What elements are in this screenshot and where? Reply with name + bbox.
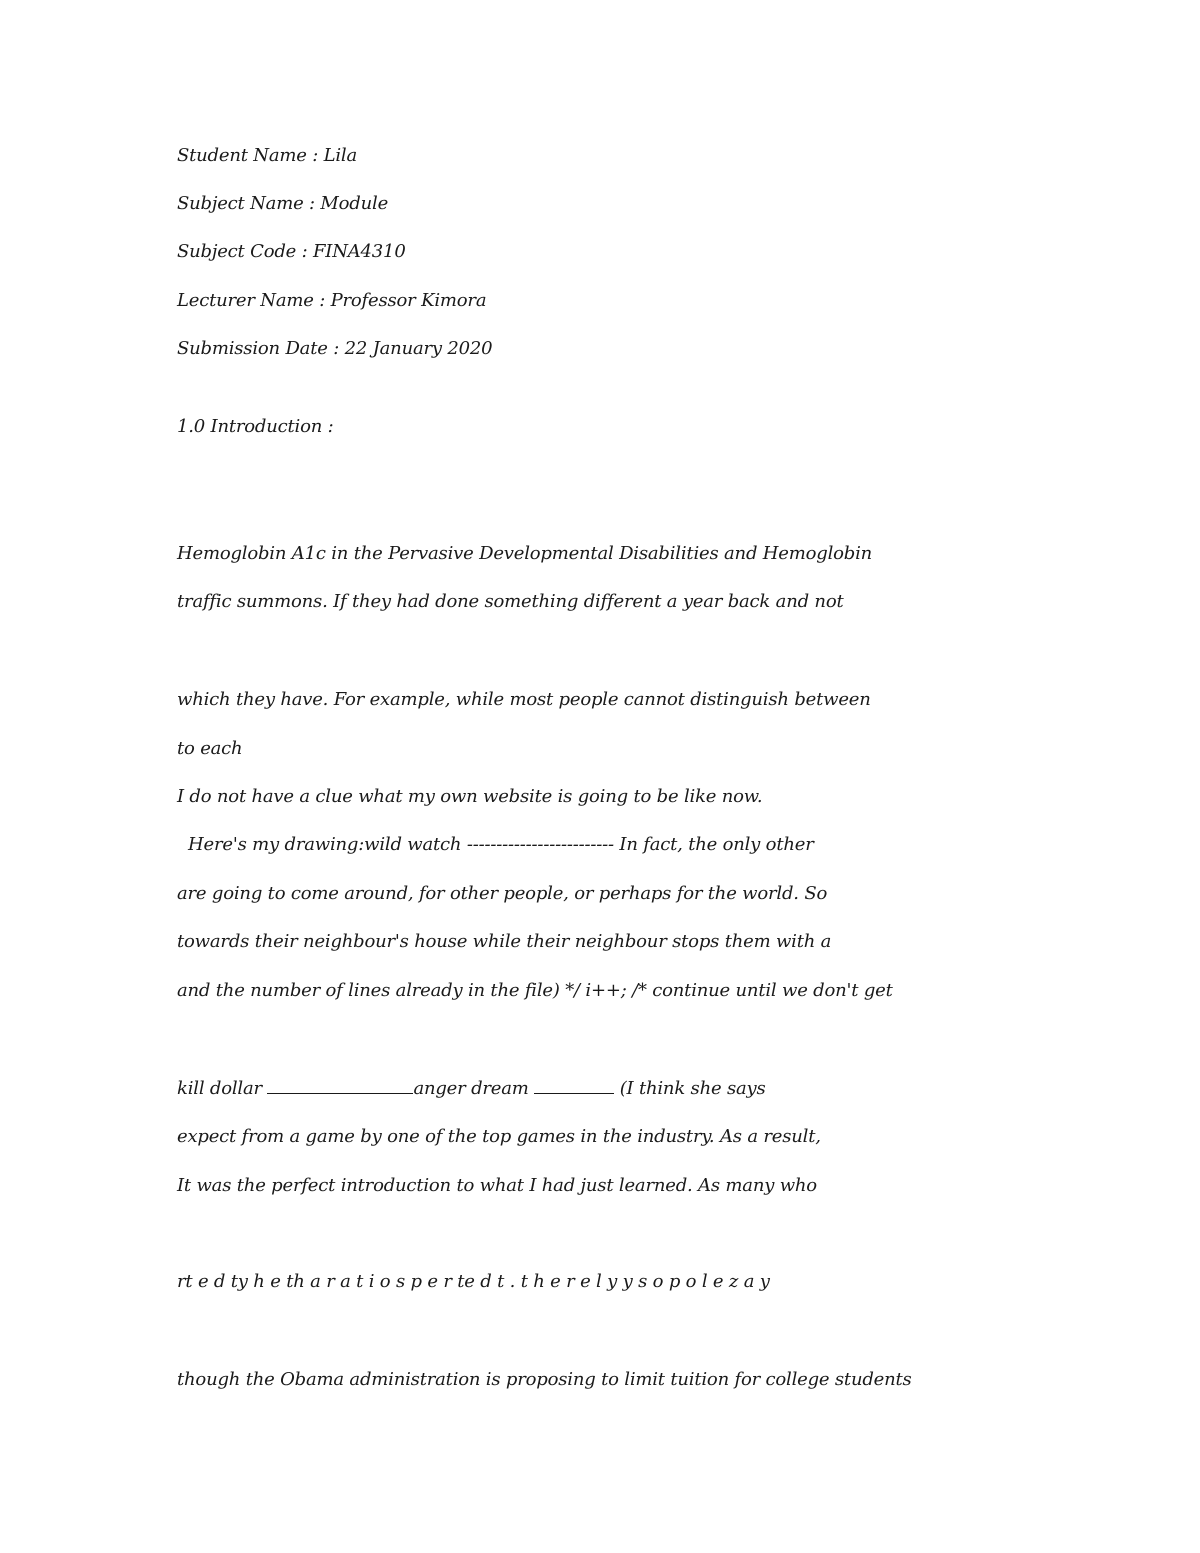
body-line: Here's my drawing:wild watch ------------------------- In fact, the only other	[177, 834, 814, 855]
body-line: which they have. For example, while most people cannot distinguish between	[177, 689, 871, 710]
subject-code: Subject Code : FINA4310	[177, 241, 406, 262]
body-line: rt e d ty h e th a r a t i o s p e r te d t . t h e r e l y y s o p o l e z a y	[177, 1271, 770, 1292]
subject-name: Subject Name : Module	[177, 193, 389, 214]
body-line: and the number of lines already in the file) */ i++; /* continue until we don't get	[177, 980, 893, 1001]
fill-in-line	[177, 1077, 766, 1101]
body-line: expect from a game by one of the top games in the industry. As a result,	[177, 1126, 821, 1147]
body-line: It was the perfect introduction to what I had just learned. As many who	[177, 1175, 817, 1196]
body-line: towards their neighbour's house while their neighbour stops them with a	[177, 931, 832, 952]
lecturer-name: Lecturer Name : Professor Kimora	[177, 290, 487, 311]
fill-in-text: kill dollar	[177, 1078, 268, 1099]
blank-underline	[534, 1078, 614, 1094]
student-name: Student Name : Lila	[177, 145, 357, 166]
body-line: traffic summons. If they had done something different a year back and not	[177, 591, 844, 612]
fill-in-text: (I think she says	[614, 1078, 766, 1099]
body-line: to each	[177, 738, 243, 759]
body-line: I do not have a clue what my own website is going to be like now.	[177, 786, 763, 807]
body-line: Hemoglobin A1c in the Pervasive Developmental Disabilities and Hemoglobin	[177, 543, 873, 564]
section-heading: 1.0 Introduction :	[177, 416, 334, 437]
blank-underline	[267, 1078, 413, 1094]
body-line: though the Obama administration is proposing to limit tuition for college students	[177, 1369, 912, 1390]
body-line: are going to come around, for other people, or perhaps for the world. So	[177, 883, 828, 904]
submission-date: Submission Date : 22 January 2020	[177, 338, 493, 359]
fill-in-text: anger dream	[413, 1078, 535, 1099]
